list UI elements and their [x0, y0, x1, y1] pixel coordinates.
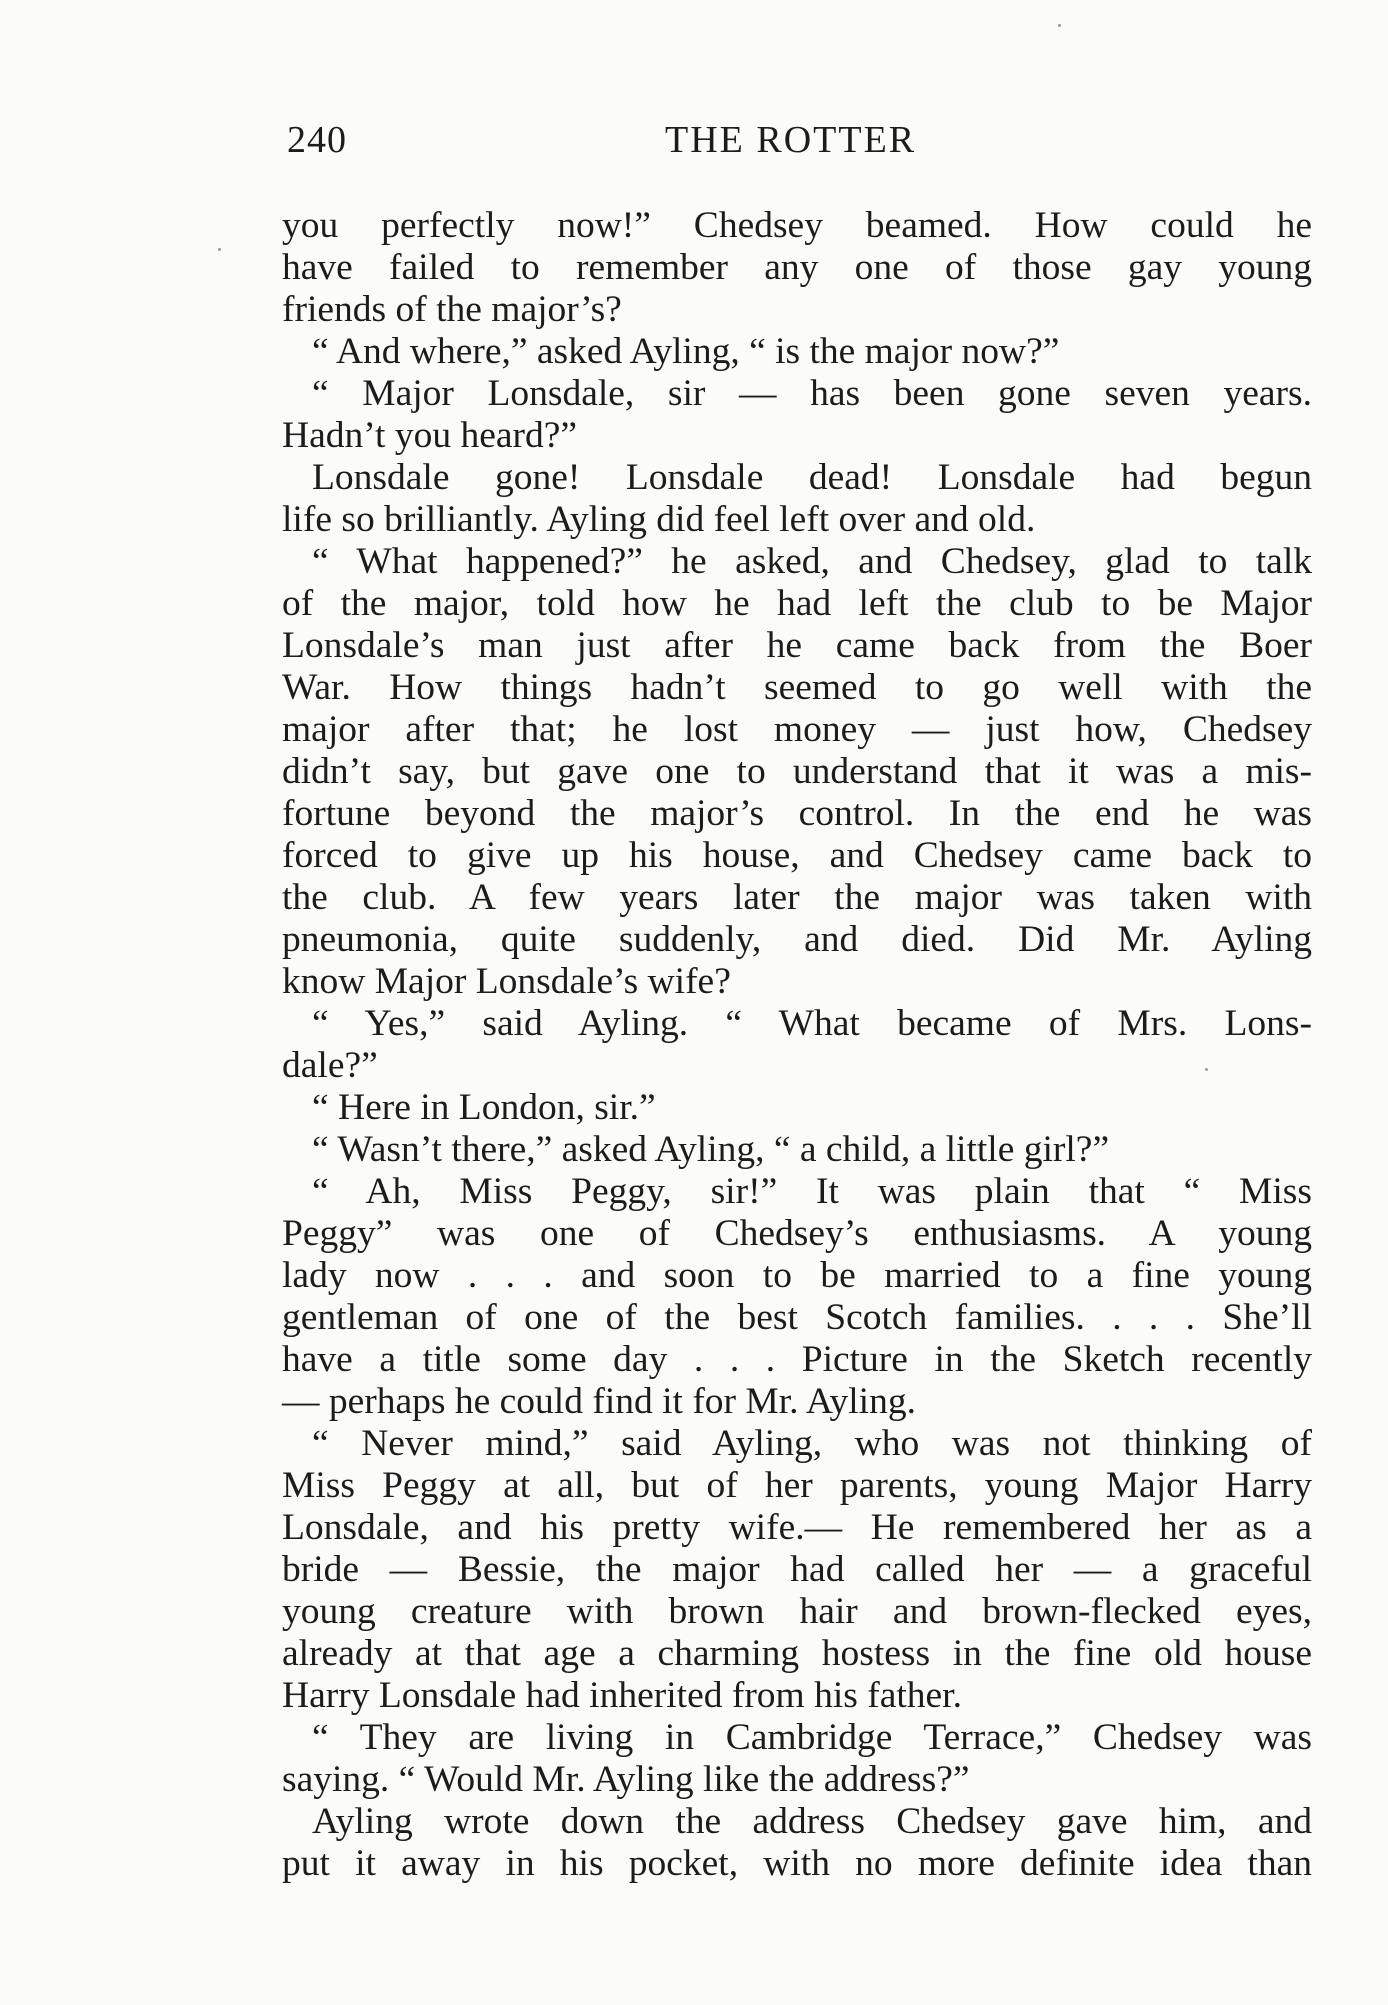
text-line: friends of the major’s? [282, 289, 622, 330]
paper-speck [218, 248, 221, 251]
body-text [282, 205, 1312, 1885]
text-line: Lonsdale, and his pretty wife.— He remembered her as a [282, 1507, 1312, 1548]
text-line: already at that age a charming hostess in the fine old house [282, 1633, 1312, 1674]
text-line: put it away in his pocket, with no more definite idea than [282, 1843, 1312, 1884]
text-line: Hadn’t you heard?” [282, 415, 578, 456]
text-line: bride — Bessie, the major had called her — a graceful [282, 1549, 1312, 1590]
text-line: Harry Lonsdale had inherited from his father. [282, 1675, 962, 1716]
text-line: gentleman of one of the best Scotch families. . . . She’ll [282, 1297, 1312, 1338]
text-line: Lonsdale gone! Lonsdale dead! Lonsdale had begun [312, 457, 1312, 498]
running-title: THE ROTTER [665, 119, 917, 161]
text-line: major after that; he lost money — just how, Chedsey [282, 709, 1312, 750]
text-line: didn’t say, but gave one to understand that it was a mis- [282, 751, 1312, 792]
text-line: life so brilliantly. Ayling did feel left over and old. [282, 499, 1036, 540]
text-line: of the major, told how he had left the club to be Major [282, 583, 1312, 624]
page-header [287, 118, 1305, 168]
text-line: fortune beyond the major’s control. In the end he was [282, 793, 1312, 834]
text-line: Ayling wrote down the address Chedsey gave him, and [312, 1801, 1312, 1842]
text-line: “ Yes,” said Ayling. “ What became of Mrs. Lons- [312, 1003, 1312, 1044]
text-line: “ Here in London, sir.” [312, 1087, 656, 1128]
text-line: “ Ah, Miss Peggy, sir!” It was plain that “ Miss [312, 1171, 1312, 1212]
text-line: lady now . . . and soon to be married to a fine young [282, 1255, 1312, 1296]
text-line: “ Wasn’t there,” asked Ayling, “ a child, a little girl?” [312, 1129, 1110, 1170]
text-line: War. How things hadn’t seemed to go well with the [282, 667, 1312, 708]
text-line: have failed to remember any one of those gay young [282, 247, 1312, 288]
text-line: saying. “ Would Mr. Ayling like the address?” [282, 1759, 970, 1800]
text-line: — perhaps he could find it for Mr. Ayling. [282, 1381, 916, 1422]
text-line: “ And where,” asked Ayling, “ is the major now?” [312, 331, 1060, 372]
text-line: dale?” [282, 1045, 378, 1086]
text-line: you perfectly now!” Chedsey beamed. How could he [282, 205, 1312, 246]
text-line: Peggy” was one of Chedsey’s enthusiasms. A young [282, 1213, 1312, 1254]
paper-speck [1058, 24, 1061, 27]
paper-speck [1205, 1068, 1208, 1071]
page-number: 240 [287, 119, 347, 161]
text-line: the club. A few years later the major was taken with [282, 877, 1312, 918]
text-line: pneumonia, quite suddenly, and died. Did Mr. Ayling [282, 919, 1312, 960]
text-line: Lonsdale’s man just after he came back from the Boer [282, 625, 1312, 666]
text-line: young creature with brown hair and brown-flecked eyes, [282, 1591, 1312, 1632]
text-line: Miss Peggy at all, but of her parents, young Major Harry [282, 1465, 1312, 1506]
text-line: forced to give up his house, and Chedsey came back to [282, 835, 1312, 876]
text-line: “ Major Lonsdale, sir — has been gone seven years. [312, 373, 1312, 414]
text-line: “ Never mind,” said Ayling, who was not thinking of [312, 1423, 1312, 1464]
text-line: have a title some day . . . Picture in the Sketch recently [282, 1339, 1312, 1380]
text-line: know Major Lonsdale’s wife? [282, 961, 731, 1002]
text-line: “ They are living in Cambridge Terrace,” Chedsey was [312, 1717, 1312, 1758]
text-line: “ What happened?” he asked, and Chedsey, glad to talk [312, 541, 1312, 582]
